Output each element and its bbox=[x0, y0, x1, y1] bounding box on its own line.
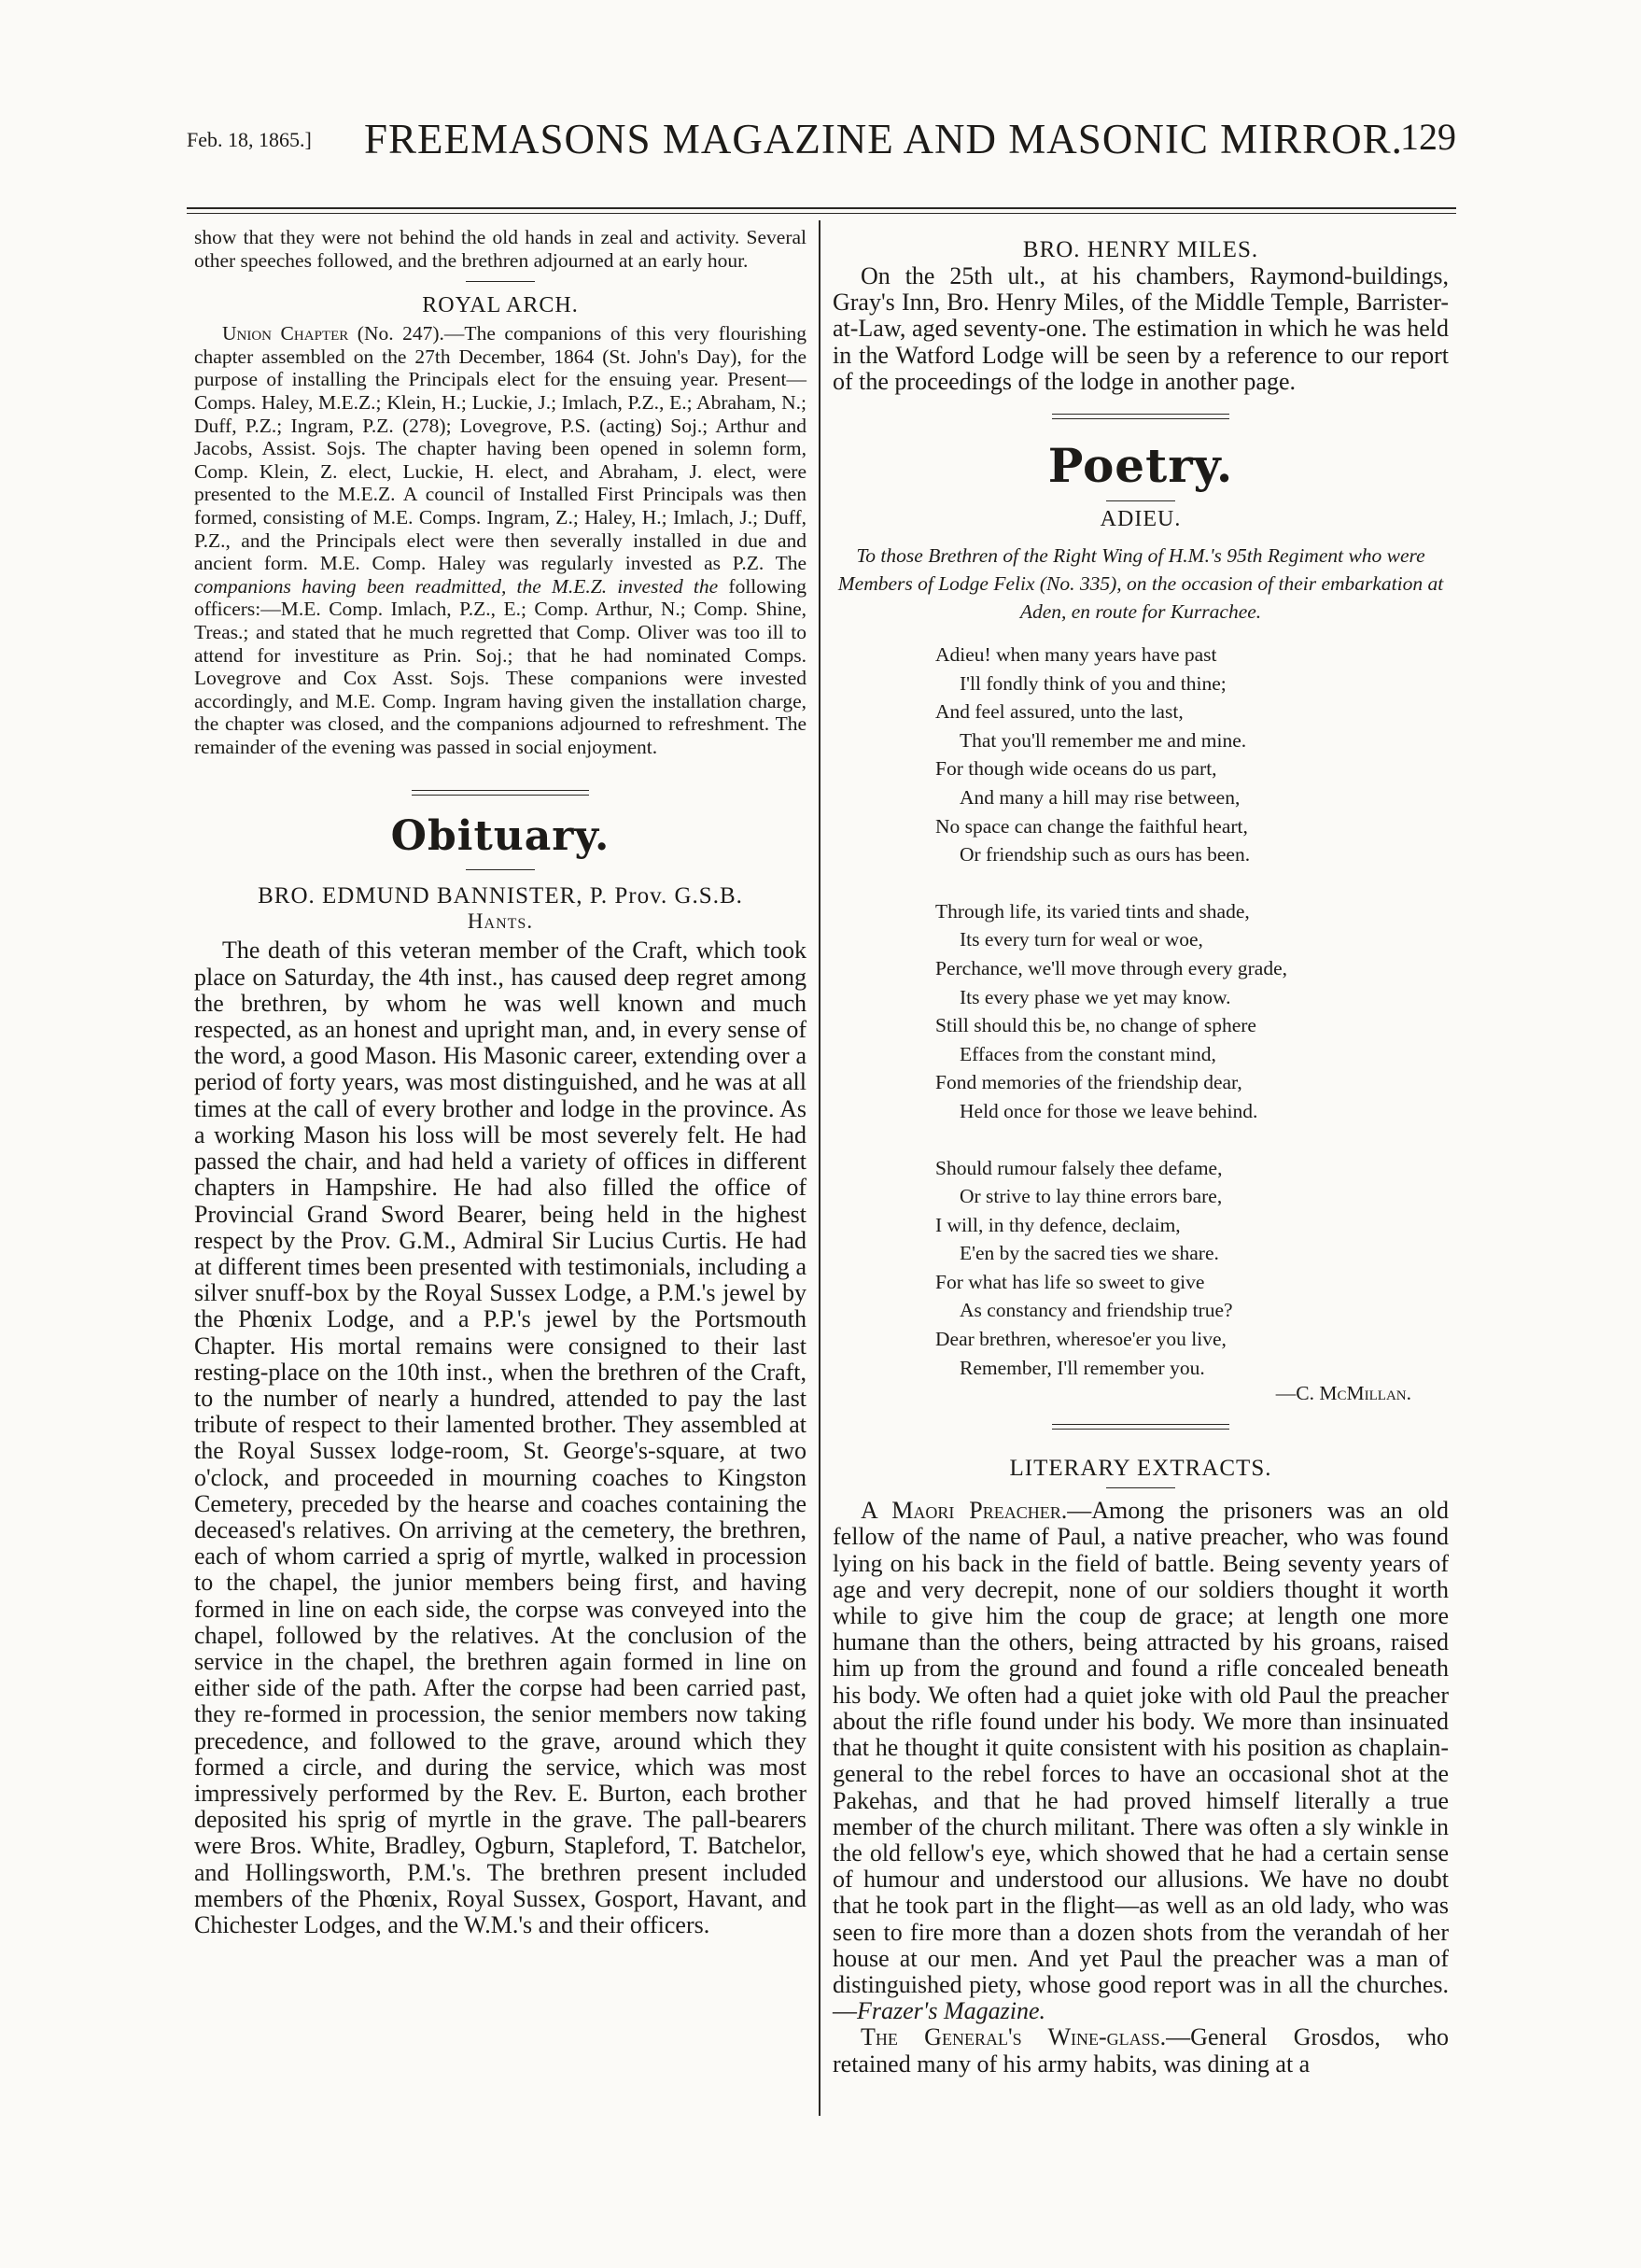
generals-wineglass-extract bbox=[833, 2024, 1449, 2077]
poem-line: I'll fondly think of you and thine; bbox=[960, 671, 1227, 695]
obituary-heading: Obituary. bbox=[390, 812, 610, 861]
poem-line: As constancy and friendship true? bbox=[960, 1299, 1233, 1322]
bannister-heading: BRO. EDMUND BANNISTER, P. Prov. G.S.B. bbox=[258, 883, 743, 909]
poem-line: Should rumour falsely thee defame, bbox=[935, 1156, 1223, 1179]
poem-line: Adieu! when many years have past bbox=[935, 643, 1217, 667]
literary-extracts-heading: LITERARY EXTRACTS. bbox=[1009, 1456, 1272, 1482]
union-chapter-report bbox=[194, 322, 806, 758]
poetry-heading: Poetry. bbox=[1047, 438, 1234, 494]
heading-rule bbox=[1106, 1487, 1175, 1488]
section-double-rule bbox=[1052, 1424, 1229, 1430]
page-number: 129 bbox=[1400, 116, 1456, 158]
right-column bbox=[833, 226, 1449, 2078]
poem-body bbox=[935, 641, 1449, 1382]
poem-line: For though wide oceans do us part, bbox=[935, 757, 1217, 781]
poem-line: Its every phase we yet may know. bbox=[960, 985, 1231, 1008]
section-double-rule bbox=[1052, 414, 1229, 419]
maori-preacher-lead: A Maori Preacher. bbox=[861, 1497, 1068, 1525]
poem-line: Its every turn for weal or woe, bbox=[960, 928, 1203, 951]
stanza bbox=[935, 641, 1449, 869]
poem-line: Or friendship such as ours has been. bbox=[960, 843, 1251, 866]
intro-paragraph: show that they were not behind the old hands in zeal and activity. Several other speeches followed, and the brethren adjourned at an early hour. bbox=[194, 226, 806, 272]
poem-line: And feel assured, unto the last, bbox=[935, 700, 1184, 724]
heading-rule bbox=[466, 869, 535, 870]
poem-line: Remember, I'll remember you. bbox=[960, 1356, 1205, 1379]
poem-line: Perchance, we'll move through every grade, bbox=[935, 956, 1287, 979]
union-chapter-text-2: following officers:—M.E. Comp. Imlach, P.Z., E.; Comp. Arthur, N.; Comp. Shine, Treas.; and stated that he much regretted that Comp. Oliver was too ill to attend for investiture as Prin. Soj.; that he had nominated Comps. Lovegrove and Cox Asst. Sojs. These companions were invested accordingly, and M.E. Comp. Ingram having given the installation charge, the chapter was closed, and the companions adjourned to refreshment. The remainder of the evening was passed in social enjoyment. bbox=[194, 574, 807, 758]
generals-wineglass-text: —General Grosdos, who retained many of his army habits, was dining at a bbox=[833, 2023, 1449, 2078]
poem-signature: —C. McMillan. bbox=[1275, 1382, 1411, 1405]
poem-title: ADIEU. bbox=[1100, 507, 1182, 532]
maori-preacher-source: Frazer's Magazine. bbox=[857, 1997, 1045, 2025]
maori-preacher-extract bbox=[833, 1498, 1449, 2024]
poem-line: Through life, its varied tints and shade, bbox=[935, 899, 1250, 923]
poem-line: That you'll remember me and mine. bbox=[960, 728, 1247, 752]
column-divider bbox=[819, 220, 820, 2116]
poem-dedication: To those Brethren of the Right Wing of H.M.'s 95th Regiment who were Members of Lodge Felix (No. 335), on the occasion of their embarkation at Aden, en route for Kurrachee. bbox=[837, 544, 1444, 624]
heading-rule bbox=[1106, 500, 1175, 501]
bannister-subheading: Hants. bbox=[467, 909, 534, 934]
poem-line: I will, in thy defence, declaim, bbox=[935, 1213, 1181, 1236]
generals-wineglass-lead: The General's Wine-glass. bbox=[861, 2023, 1167, 2051]
bannister-obituary: The death of this veteran member of the Craft, which took place on Saturday, the 4th inst., has caused deep regret among the brethren, by whom he was well known and much respected, as an honest and upright man, and, in every sense of the word, a good Mason. His Masonic career, extending over a period of forty years, was most distinguished, and he was at all times at the call of every brother and lodge in the province. As a working Mason his loss will be most severely felt. He had passed the chair, and had held a variety of offices in different chapters in Hampshire. He had also filled the office of Provincial Grand Sword Bearer, being held in the highest respect by the Prov. G.M., Admiral Sir Lucius Curtis. He had at different times been presented with testimonials, including a silver snuff-box by the Royal Sussex Lodge, a P.M.'s jewel by the Phœnix Lodge, and a P.P.'s jewel by the Portsmouth Chapter. His mortal remains were consigned to their last resting-place on the 10th inst., when the brethren of the Craft, to the number of nearly a hundred, attended to pay the last tribute of respect to their lamented brother. They assembled at the Royal Sussex lodge-room, St. George's-square, at two o'clock, and proceeded in mourning coaches to Kingston Cemetery, preceded by the hearse and coaches containing the deceased's relatives. On arriving at the cemetery, the brethren, each of whom carried a sprig of myrtle, walked in procession to the chapel, the junior members being first, and having formed in line on each side, the corpse was conveyed into the chapel, followed by the relatives. At the conclusion of the service in the chapel, the brethren again formed in line on either side of the path. After the corpse had been carried past, they re-formed in procession, the senior members now taking precedence, and followed to the grave, around which they formed a circle, and during the service, which was most impressively performed by the Rev. E. Burton, each brother deposited his sprig of myrtle in the grave. The pall-bearers were Bros. White, Bradley, Ogburn, Stapleford, T. Batchelor, and Hollingsworth, P.M.'s. The brethren present included members of the Phœnix, Royal Sussex, Gosport, Havant, and Chichester Lodges, and the W.M.'s and their officers. bbox=[194, 937, 806, 1938]
royal-arch-heading: ROYAL ARCH. bbox=[422, 293, 579, 318]
miles-notice: On the 25th ult., at his chambers, Raymond-buildings, Gray's Inn, Bro. Henry Miles, of the Middle Temple, Barrister-at-Law, aged seventy-one. The estimation in which he was held in the Watford Lodge will be seen by a reference to our report of the proceedings of the lodge in another page. bbox=[833, 262, 1449, 395]
stanza bbox=[935, 897, 1449, 1126]
page-header bbox=[187, 115, 1456, 171]
poem-line: Effaces from the constant mind, bbox=[960, 1042, 1216, 1065]
poem-line: For what has life so sweet to give bbox=[935, 1270, 1205, 1293]
poem-line: No space can change the faithful heart, bbox=[935, 814, 1248, 838]
header-rule-thin bbox=[187, 213, 1456, 214]
stanza bbox=[935, 1154, 1449, 1383]
poem-line: Dear brethren, wheresoe'er you live, bbox=[935, 1328, 1227, 1351]
miles-heading: BRO. HENRY MILES. bbox=[1022, 237, 1259, 262]
poem-line: And many a hill may rise between, bbox=[960, 785, 1241, 809]
section-rule bbox=[466, 281, 535, 282]
poem-line: E'en by the sacred ties we share. bbox=[960, 1242, 1219, 1265]
poem-line: Or strive to lay thine errors bare, bbox=[960, 1185, 1223, 1208]
union-chapter-italic: companions having been readmitted, the M.E.Z. invested the bbox=[194, 574, 719, 598]
poem-line: Fond memories of the friendship dear, bbox=[935, 1071, 1242, 1094]
poem-line: Still should this be, no change of sphere bbox=[935, 1014, 1256, 1037]
union-chapter-lead: Union Chapter bbox=[222, 322, 349, 345]
issue-date: Feb. 18, 1865.] bbox=[187, 128, 312, 151]
poem-line: Held once for those we leave behind. bbox=[960, 1099, 1258, 1122]
union-chapter-text: (No. 247).—The companions of this very flourishing chapter assembled on the 27th December, 1864 (St. John's Day), for the purpose of installing the Principals elect for the ensuing year. Present—Comps. Haley, M.E.Z.; Klein, H.; Luckie, J.; Imlach, P.Z., E.; Abraham, N.; Duff, P.Z.; Ingram, P.Z. (278); Lovegrove, P.S. (acting) Soj.; Arthur and Jacobs, Assist. Sojs. The chapter having been opened in solemn form, Comp. Klein, Z. elect, Luckie, H. elect, and Abraham, J. elect, were presented to the M.E.Z. A council of Installed First Principals was then formed, consisting of M.E. Comps. Ingram, Z.; Haley, H.; Imlach, J.; Duff, P.Z., and the Principals elect were then severally installed in due and ancient form. M.E. Comp. Haley was regularly invested as P.Z. The bbox=[194, 322, 807, 575]
left-column bbox=[194, 226, 806, 1938]
maori-preacher-text: —Among the prisoners was an old fellow of the name of Paul, a native preacher, who was found lying on his back in the field of battle. Being seventy years of age and very decrepit, none of our soldiers thought it worth while to give him the coup de grace; at length one more humane than the others, being attracted by his groans, raised him up from the ground and found a rifle concealed beneath his body. We often had a quiet joke with old Paul the preacher about the rifle found under his body. We more than insinuated that he thought it quite consistent with his position as chaplain-general to the rebel forces to have an occasional shot at the Pakehas, and that he had proved himself literally a true member of the church militant. There was often a sly winkle in the old fellow's eye, which showed that he had a certain sense of humour and understood our allusions. We have no doubt that he took part in the flight—as well as an old lady, who was seen to fire more than a dozen shots from the verandah of her house at our men. And yet Paul the preacher was a man of distinguished piety, whose good report was in all the churches.— bbox=[833, 1497, 1449, 2025]
masthead-title: FREEMASONS MAGAZINE AND MASONIC MIRROR. bbox=[364, 116, 1403, 162]
header-rule bbox=[187, 207, 1456, 209]
section-double-rule bbox=[412, 790, 589, 796]
